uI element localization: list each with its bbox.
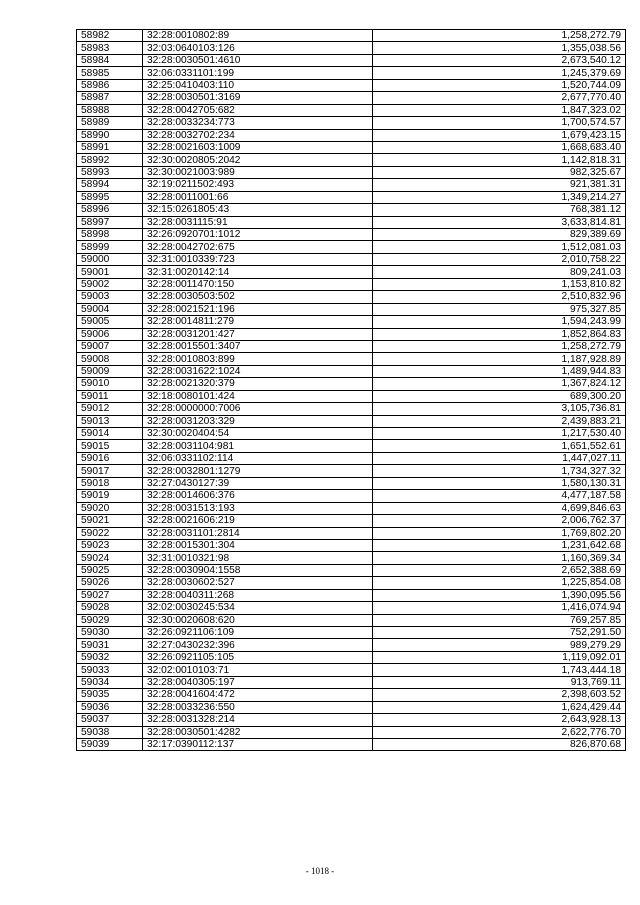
cadastral-number-cell: 32:28:0011470:150 bbox=[143, 278, 373, 290]
row-number-cell: 59013 bbox=[77, 415, 143, 427]
table-row bbox=[77, 428, 626, 440]
row-number-cell: 59016 bbox=[77, 452, 143, 464]
table-row bbox=[77, 229, 626, 241]
table-row bbox=[77, 378, 626, 390]
table-row bbox=[77, 316, 626, 328]
row-number-cell: 59029 bbox=[77, 614, 143, 626]
row-number-cell: 58983 bbox=[77, 42, 143, 54]
cadastral-number-cell: 32:28:0033236:550 bbox=[143, 701, 373, 713]
table-row bbox=[77, 303, 626, 315]
value-cell: 989,279.29 bbox=[373, 639, 626, 651]
table-row bbox=[77, 30, 626, 42]
table-row bbox=[77, 166, 626, 178]
row-number-cell: 58985 bbox=[77, 67, 143, 79]
cadastral-number-cell: 32:28:0042702:675 bbox=[143, 241, 373, 253]
cadastral-number-cell: 32:28:0030904:1558 bbox=[143, 564, 373, 576]
value-cell: 826,870.68 bbox=[373, 738, 626, 750]
cadastral-number-cell: 32:06:0331102:114 bbox=[143, 452, 373, 464]
value-cell: 1,245,379.69 bbox=[373, 67, 626, 79]
table-row bbox=[77, 266, 626, 278]
cadastral-number-cell: 32:31:0020142:14 bbox=[143, 266, 373, 278]
row-number-cell: 59035 bbox=[77, 689, 143, 701]
value-cell: 982,325.67 bbox=[373, 166, 626, 178]
cadastral-number-cell: 32:28:0021603:1009 bbox=[143, 141, 373, 153]
value-cell: 809,241.03 bbox=[373, 266, 626, 278]
value-cell: 3,633,814.81 bbox=[373, 216, 626, 228]
cadastral-value-table bbox=[76, 29, 626, 751]
row-number-cell: 59007 bbox=[77, 340, 143, 352]
row-number-cell: 59003 bbox=[77, 291, 143, 303]
table-row bbox=[77, 154, 626, 166]
table-row bbox=[77, 104, 626, 116]
table-row bbox=[77, 191, 626, 203]
cadastral-number-cell: 32:28:0021521:196 bbox=[143, 303, 373, 315]
cadastral-number-cell: 32:28:0033234:773 bbox=[143, 117, 373, 129]
value-cell: 1,679,423.15 bbox=[373, 129, 626, 141]
table-row bbox=[77, 577, 626, 589]
row-number-cell: 59037 bbox=[77, 714, 143, 726]
row-number-cell: 59020 bbox=[77, 502, 143, 514]
cadastral-number-cell: 32:26:0921105:105 bbox=[143, 651, 373, 663]
table-row bbox=[77, 204, 626, 216]
row-number-cell: 59006 bbox=[77, 328, 143, 340]
value-cell: 1,769,802.20 bbox=[373, 527, 626, 539]
cadastral-number-cell: 32:26:0921106:109 bbox=[143, 627, 373, 639]
cadastral-number-cell: 32:28:0030501:4610 bbox=[143, 54, 373, 66]
table-row bbox=[77, 365, 626, 377]
row-number-cell: 59017 bbox=[77, 465, 143, 477]
table-row bbox=[77, 465, 626, 477]
table-row bbox=[77, 216, 626, 228]
row-number-cell: 59018 bbox=[77, 477, 143, 489]
row-number-cell: 58986 bbox=[77, 79, 143, 91]
row-number-cell: 59021 bbox=[77, 515, 143, 527]
cadastral-number-cell: 32:28:0000000:7006 bbox=[143, 403, 373, 415]
row-number-cell: 59024 bbox=[77, 552, 143, 564]
row-number-cell: 59012 bbox=[77, 403, 143, 415]
page-number: - 1018 - bbox=[305, 866, 335, 876]
table-row bbox=[77, 67, 626, 79]
cadastral-number-cell: 32:28:0031115:91 bbox=[143, 216, 373, 228]
row-number-cell: 59010 bbox=[77, 378, 143, 390]
value-cell: 1,355,038.56 bbox=[373, 42, 626, 54]
value-cell: 1,447,027.11 bbox=[373, 452, 626, 464]
cadastral-number-cell: 32:28:0015501:3407 bbox=[143, 340, 373, 352]
cadastral-number-cell: 32:03:0640103:126 bbox=[143, 42, 373, 54]
value-cell: 921,381.31 bbox=[373, 179, 626, 191]
row-number-cell: 58984 bbox=[77, 54, 143, 66]
table-row bbox=[77, 253, 626, 265]
cadastral-number-cell: 32:26:0920701:1012 bbox=[143, 229, 373, 241]
value-cell: 2,643,928.13 bbox=[373, 714, 626, 726]
cadastral-number-cell: 32:30:0020404:54 bbox=[143, 428, 373, 440]
value-cell: 2,439,883.21 bbox=[373, 415, 626, 427]
cadastral-number-cell: 32:27:0430127:39 bbox=[143, 477, 373, 489]
table-row bbox=[77, 390, 626, 402]
table-row bbox=[77, 627, 626, 639]
row-number-cell: 58993 bbox=[77, 166, 143, 178]
row-number-cell: 59001 bbox=[77, 266, 143, 278]
row-number-cell: 58990 bbox=[77, 129, 143, 141]
table-row bbox=[77, 726, 626, 738]
value-cell: 975,327.85 bbox=[373, 303, 626, 315]
value-cell: 1,349,214.27 bbox=[373, 191, 626, 203]
value-cell: 2,622,776.70 bbox=[373, 726, 626, 738]
row-number-cell: 58988 bbox=[77, 104, 143, 116]
table-row bbox=[77, 738, 626, 750]
value-cell: 1,743,444.18 bbox=[373, 664, 626, 676]
value-cell: 1,512,081.03 bbox=[373, 241, 626, 253]
cadastral-number-cell: 32:06:0331101:199 bbox=[143, 67, 373, 79]
table-row bbox=[77, 539, 626, 551]
cadastral-number-cell: 32:28:0031203:329 bbox=[143, 415, 373, 427]
value-cell: 1,390,095.56 bbox=[373, 589, 626, 601]
table-row bbox=[77, 676, 626, 688]
table-row bbox=[77, 714, 626, 726]
cadastral-number-cell: 32:28:0031104:981 bbox=[143, 440, 373, 452]
table-row bbox=[77, 477, 626, 489]
value-cell: 4,477,187.58 bbox=[373, 490, 626, 502]
row-number-cell: 59023 bbox=[77, 539, 143, 551]
table-row bbox=[77, 129, 626, 141]
cadastral-number-cell: 32:28:0014606:376 bbox=[143, 490, 373, 502]
table-row bbox=[77, 490, 626, 502]
row-number-cell: 58991 bbox=[77, 141, 143, 153]
table-row bbox=[77, 614, 626, 626]
row-number-cell: 59022 bbox=[77, 527, 143, 539]
cadastral-number-cell: 32:02:0010103:71 bbox=[143, 664, 373, 676]
row-number-cell: 59005 bbox=[77, 316, 143, 328]
value-cell: 1,225,854.08 bbox=[373, 577, 626, 589]
value-cell: 1,142,818.31 bbox=[373, 154, 626, 166]
cadastral-number-cell: 32:19:0211502:493 bbox=[143, 179, 373, 191]
table-row bbox=[77, 515, 626, 527]
cadastral-number-cell: 32:28:0010803:899 bbox=[143, 353, 373, 365]
value-cell: 2,398,603.52 bbox=[373, 689, 626, 701]
row-number-cell: 58982 bbox=[77, 30, 143, 42]
cadastral-number-cell: 32:28:0021320:379 bbox=[143, 378, 373, 390]
cadastral-number-cell: 32:31:0010339:723 bbox=[143, 253, 373, 265]
value-cell: 1,594,243.99 bbox=[373, 316, 626, 328]
cadastral-number-cell: 32:15:0261805:43 bbox=[143, 204, 373, 216]
value-cell: 1,217,530.40 bbox=[373, 428, 626, 440]
value-cell: 2,652,388.69 bbox=[373, 564, 626, 576]
table-row bbox=[77, 415, 626, 427]
value-cell: 2,677,770.40 bbox=[373, 92, 626, 104]
table-row bbox=[77, 42, 626, 54]
cadastral-number-cell: 32:02:0030245:534 bbox=[143, 602, 373, 614]
value-cell: 1,187,928.89 bbox=[373, 353, 626, 365]
value-cell: 1,160,369.34 bbox=[373, 552, 626, 564]
cadastral-number-cell: 32:28:0031513:193 bbox=[143, 502, 373, 514]
table-row bbox=[77, 440, 626, 452]
cadastral-number-cell: 32:28:0011001:66 bbox=[143, 191, 373, 203]
cadastral-number-cell: 32:25:0410403:110 bbox=[143, 79, 373, 91]
cadastral-number-cell: 32:28:0014811:279 bbox=[143, 316, 373, 328]
cadastral-number-cell: 32:28:0042705:682 bbox=[143, 104, 373, 116]
value-cell: 1,852,864.83 bbox=[373, 328, 626, 340]
value-cell: 1,119,092.01 bbox=[373, 651, 626, 663]
row-number-cell: 59026 bbox=[77, 577, 143, 589]
row-number-cell: 58987 bbox=[77, 92, 143, 104]
value-cell: 2,006,762.37 bbox=[373, 515, 626, 527]
row-number-cell: 58992 bbox=[77, 154, 143, 166]
cadastral-number-cell: 32:30:0021003:989 bbox=[143, 166, 373, 178]
cadastral-number-cell: 32:28:0015301:304 bbox=[143, 539, 373, 551]
row-number-cell: 59032 bbox=[77, 651, 143, 663]
table-row bbox=[77, 589, 626, 601]
table-row bbox=[77, 701, 626, 713]
cadastral-number-cell: 32:28:0030501:4282 bbox=[143, 726, 373, 738]
value-cell: 1,847,323.02 bbox=[373, 104, 626, 116]
cadastral-number-cell: 32:28:0030501:3169 bbox=[143, 92, 373, 104]
cadastral-number-cell: 32:28:0021606:219 bbox=[143, 515, 373, 527]
table-row bbox=[77, 291, 626, 303]
table-row bbox=[77, 639, 626, 651]
cadastral-number-cell: 32:28:0010802:89 bbox=[143, 30, 373, 42]
row-number-cell: 59009 bbox=[77, 365, 143, 377]
row-number-cell: 59000 bbox=[77, 253, 143, 265]
cadastral-number-cell: 32:28:0032702:234 bbox=[143, 129, 373, 141]
cadastral-number-cell: 32:30:0020805:2042 bbox=[143, 154, 373, 166]
value-cell: 2,510,832.96 bbox=[373, 291, 626, 303]
cadastral-number-cell: 32:28:0032801:1279 bbox=[143, 465, 373, 477]
row-number-cell: 59014 bbox=[77, 428, 143, 440]
table-row bbox=[77, 452, 626, 464]
table-row bbox=[77, 564, 626, 576]
value-cell: 913,769.11 bbox=[373, 676, 626, 688]
value-cell: 2,010,758.22 bbox=[373, 253, 626, 265]
value-cell: 829,389.69 bbox=[373, 229, 626, 241]
table-row bbox=[77, 353, 626, 365]
row-number-cell: 58996 bbox=[77, 204, 143, 216]
value-cell: 1,734,327.32 bbox=[373, 465, 626, 477]
cadastral-number-cell: 32:28:0030602:527 bbox=[143, 577, 373, 589]
value-cell: 1,624,429.44 bbox=[373, 701, 626, 713]
value-cell: 1,651,552.61 bbox=[373, 440, 626, 452]
row-number-cell: 59008 bbox=[77, 353, 143, 365]
row-number-cell: 59019 bbox=[77, 490, 143, 502]
row-number-cell: 58995 bbox=[77, 191, 143, 203]
value-cell: 769,257.85 bbox=[373, 614, 626, 626]
table-row bbox=[77, 403, 626, 415]
row-number-cell: 59004 bbox=[77, 303, 143, 315]
table-row bbox=[77, 689, 626, 701]
row-number-cell: 59033 bbox=[77, 664, 143, 676]
value-cell: 1,153,810.82 bbox=[373, 278, 626, 290]
cadastral-number-cell: 32:28:0031201:427 bbox=[143, 328, 373, 340]
table-row bbox=[77, 328, 626, 340]
value-cell: 1,367,824.12 bbox=[373, 378, 626, 390]
cadastral-number-cell: 32:28:0041604:472 bbox=[143, 689, 373, 701]
table-row bbox=[77, 79, 626, 91]
value-cell: 3,105,736.81 bbox=[373, 403, 626, 415]
row-number-cell: 59039 bbox=[77, 738, 143, 750]
cadastral-number-cell: 32:18:0080101:424 bbox=[143, 390, 373, 402]
value-cell: 1,580,130.31 bbox=[373, 477, 626, 489]
value-cell: 752,291.50 bbox=[373, 627, 626, 639]
row-number-cell: 58999 bbox=[77, 241, 143, 253]
table-row bbox=[77, 552, 626, 564]
table-row bbox=[77, 664, 626, 676]
table-row bbox=[77, 278, 626, 290]
table-row bbox=[77, 54, 626, 66]
cadastral-number-cell: 32:28:0031328:214 bbox=[143, 714, 373, 726]
value-cell: 1,258,272.79 bbox=[373, 30, 626, 42]
value-cell: 689,300.20 bbox=[373, 390, 626, 402]
row-number-cell: 59002 bbox=[77, 278, 143, 290]
cadastral-number-cell: 32:27:0430232:396 bbox=[143, 639, 373, 651]
cadastral-number-cell: 32:28:0031101:2814 bbox=[143, 527, 373, 539]
value-cell: 1,668,683.40 bbox=[373, 141, 626, 153]
table-row bbox=[77, 141, 626, 153]
row-number-cell: 59031 bbox=[77, 639, 143, 651]
table-row bbox=[77, 340, 626, 352]
row-number-cell: 59015 bbox=[77, 440, 143, 452]
value-cell: 1,700,574.57 bbox=[373, 117, 626, 129]
cadastral-number-cell: 32:28:0030503:502 bbox=[143, 291, 373, 303]
value-cell: 1,258,272.79 bbox=[373, 340, 626, 352]
row-number-cell: 59011 bbox=[77, 390, 143, 402]
value-cell: 1,520,744.09 bbox=[373, 79, 626, 91]
table-row bbox=[77, 502, 626, 514]
row-number-cell: 58998 bbox=[77, 229, 143, 241]
table-row bbox=[77, 527, 626, 539]
row-number-cell: 58989 bbox=[77, 117, 143, 129]
cadastral-number-cell: 32:28:0040305:197 bbox=[143, 676, 373, 688]
value-cell: 2,673,540.12 bbox=[373, 54, 626, 66]
row-number-cell: 58997 bbox=[77, 216, 143, 228]
row-number-cell: 59030 bbox=[77, 627, 143, 639]
row-number-cell: 59025 bbox=[77, 564, 143, 576]
row-number-cell: 59034 bbox=[77, 676, 143, 688]
row-number-cell: 59036 bbox=[77, 701, 143, 713]
value-cell: 768,381.12 bbox=[373, 204, 626, 216]
value-cell: 4,699,846.63 bbox=[373, 502, 626, 514]
table-body bbox=[77, 30, 626, 751]
cadastral-number-cell: 32:31:0010321:98 bbox=[143, 552, 373, 564]
cadastral-number-cell: 32:30:0020608:620 bbox=[143, 614, 373, 626]
value-cell: 1,231,642.68 bbox=[373, 539, 626, 551]
table-row bbox=[77, 117, 626, 129]
table-row bbox=[77, 602, 626, 614]
row-number-cell: 59038 bbox=[77, 726, 143, 738]
value-cell: 1,416,074.94 bbox=[373, 602, 626, 614]
table-row bbox=[77, 651, 626, 663]
table-row bbox=[77, 241, 626, 253]
row-number-cell: 59027 bbox=[77, 589, 143, 601]
row-number-cell: 59028 bbox=[77, 602, 143, 614]
cadastral-number-cell: 32:28:0040311:268 bbox=[143, 589, 373, 601]
table-row bbox=[77, 179, 626, 191]
value-cell: 1,489,944.83 bbox=[373, 365, 626, 377]
cadastral-number-cell: 32:28:0031622:1024 bbox=[143, 365, 373, 377]
row-number-cell: 58994 bbox=[77, 179, 143, 191]
table-row bbox=[77, 92, 626, 104]
cadastral-number-cell: 32:17:0390112:137 bbox=[143, 738, 373, 750]
